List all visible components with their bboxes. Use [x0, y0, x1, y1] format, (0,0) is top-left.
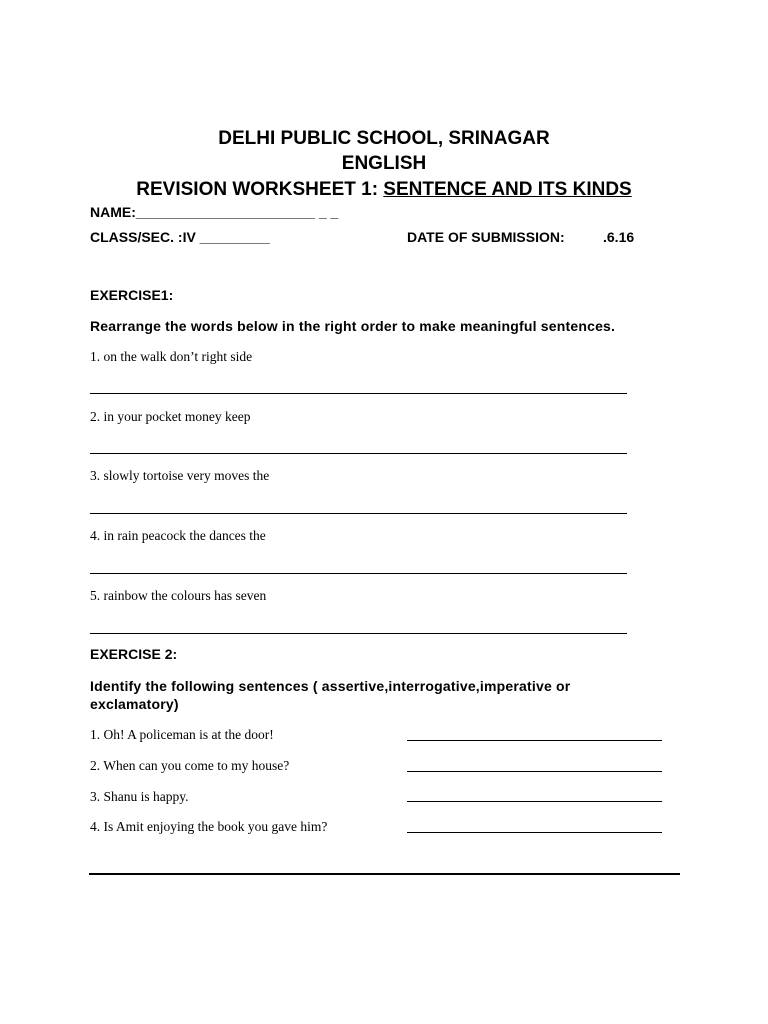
- exercise2-title: EXERCISE 2:: [90, 646, 178, 662]
- answer-line[interactable]: [90, 633, 627, 634]
- school-name: DELHI PUBLIC SCHOOL, SRINAGAR: [218, 128, 550, 149]
- answer-line[interactable]: [407, 740, 662, 741]
- exercise1-item: 1. on the walk don’t right side: [90, 349, 253, 364]
- exercise2-item: 2. When can you come to my house?: [90, 758, 290, 773]
- answer-line[interactable]: [90, 393, 627, 394]
- class-section-field[interactable]: CLASS/SEC. :IV _________: [90, 229, 270, 245]
- answer-line[interactable]: [90, 453, 627, 454]
- worksheet-prefix: REVISION WORKSHEET 1:: [136, 179, 384, 200]
- worksheet-topic: SENTENCE AND ITS KINDS: [383, 179, 632, 200]
- name-field[interactable]: NAME:_______________________ _ _: [90, 204, 339, 220]
- answer-line[interactable]: [407, 771, 662, 772]
- exercise2-item: 4. Is Amit enjoying the book you gave him?: [90, 819, 328, 834]
- answer-line[interactable]: [90, 573, 627, 574]
- exercise1-item: 4. in rain peacock the dances the: [90, 528, 266, 543]
- answer-line[interactable]: [407, 801, 662, 802]
- exercise2-item: 1. Oh! A policeman is at the door!: [90, 727, 274, 742]
- footer-divider: [89, 873, 680, 875]
- exercise1-instruction: Rearrange the words below in the right order to make meaningful sentences.: [90, 318, 616, 334]
- answer-line[interactable]: [90, 513, 627, 514]
- exercise1-item: 2. in your pocket money keep: [90, 409, 251, 424]
- subject-title: ENGLISH: [341, 153, 427, 174]
- exercise1-item: 3. slowly tortoise very moves the: [90, 468, 270, 483]
- exercise2-instruction-line2: exclamatory): [90, 696, 179, 712]
- exercise2-item: 3. Shanu is happy.: [90, 789, 189, 804]
- exercise1-title: EXERCISE1:: [90, 287, 174, 303]
- worksheet-title: [0, 179, 768, 201]
- submission-date-value: .6.16: [603, 229, 635, 245]
- answer-line[interactable]: [407, 832, 662, 833]
- exercise1-item: 5. rainbow the colours has seven: [90, 588, 267, 603]
- submission-date-label: DATE OF SUBMISSION:: [407, 229, 565, 245]
- exercise2-instruction-line1: Identify the following sentences ( assertive,interrogative,imperative or: [90, 678, 571, 694]
